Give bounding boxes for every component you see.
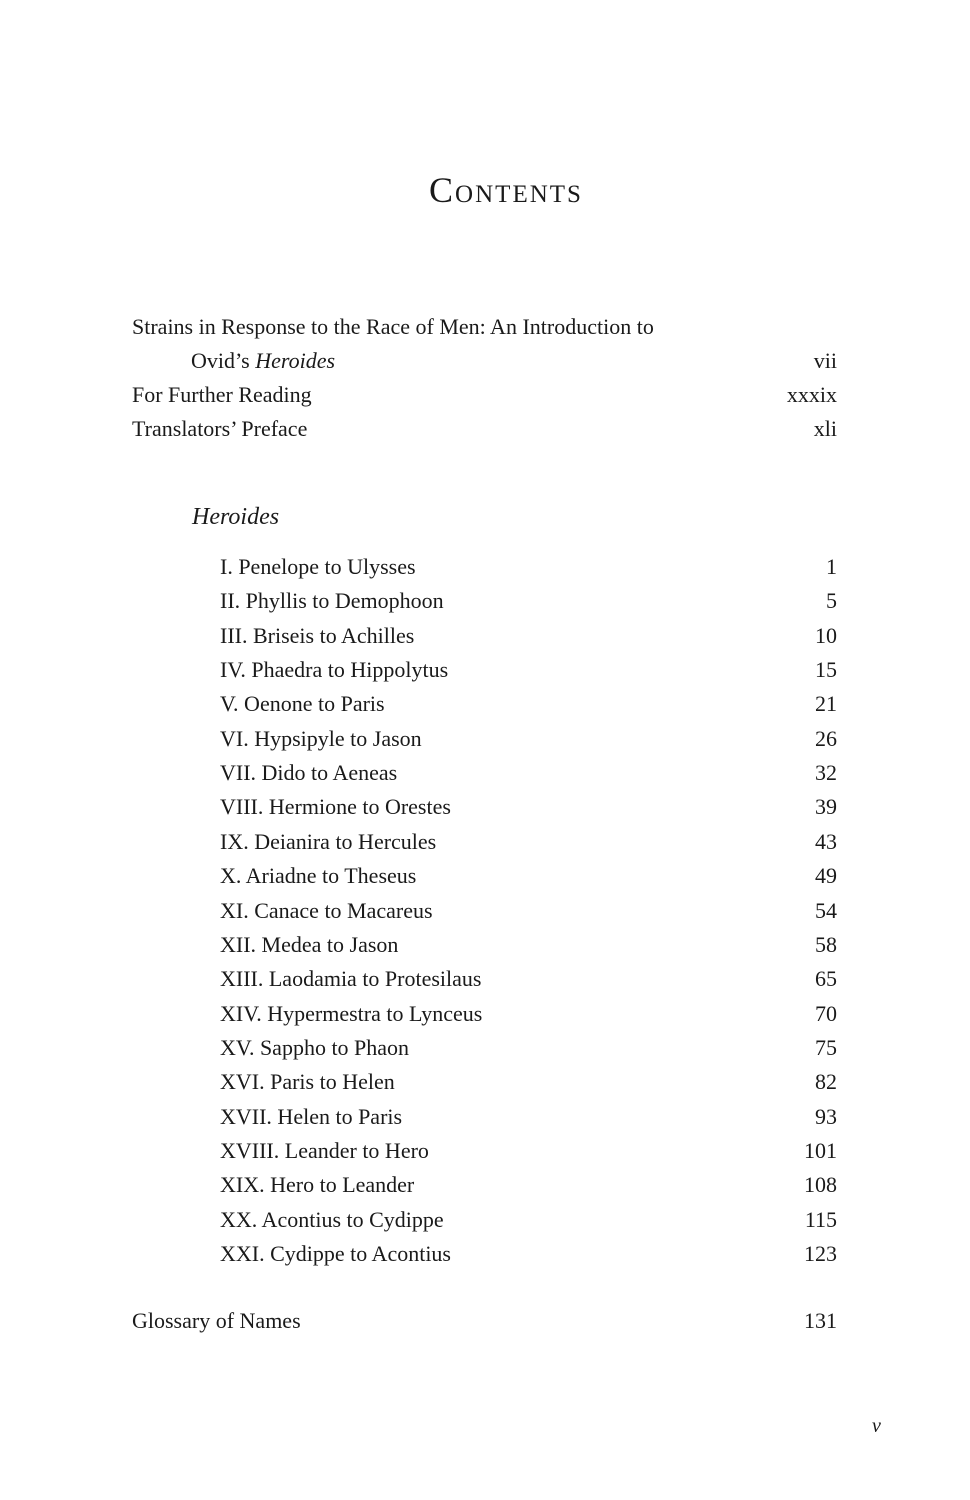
toc-entry-label: Glossary of Names xyxy=(132,1308,301,1333)
toc-entry-label: VI. Hypsipyle to Jason xyxy=(220,725,422,751)
toc-entry-page: 131 xyxy=(804,1308,837,1333)
toc-entry-page: 70 xyxy=(815,1000,837,1026)
toc-entry-letter[interactable] xyxy=(220,550,837,584)
toc-entry-label: XIV. Hypermestra to Lynceus xyxy=(220,1000,483,1026)
toc-entry-page: 101 xyxy=(804,1137,837,1163)
page-title: Contents xyxy=(429,170,583,210)
toc-entry-page: 108 xyxy=(804,1172,837,1198)
toc-entry-label: XIX. Hero to Leander xyxy=(220,1172,415,1198)
toc-entry-label-italic: Heroides xyxy=(255,348,336,373)
toc-entry-letter[interactable] xyxy=(220,619,837,653)
toc-entry-label: XVI. Paris to Helen xyxy=(220,1069,395,1095)
toc-entry-introduction-continued[interactable] xyxy=(191,344,837,378)
toc-entry-page: xli xyxy=(813,416,837,441)
toc-entry-page: 21 xyxy=(815,691,837,717)
toc-entry-letter[interactable] xyxy=(220,1203,837,1237)
toc-entry-page: 10 xyxy=(815,622,837,648)
toc-entry-page: 123 xyxy=(804,1241,837,1266)
toc-entry-label: Translators’ Preface xyxy=(132,416,308,441)
toc-entry-page: 39 xyxy=(815,794,837,820)
toc-entry-label: XIII. Laodamia to Protesilaus xyxy=(220,966,482,992)
toc-entry-letter[interactable] xyxy=(220,997,837,1031)
toc-entry-letter[interactable] xyxy=(220,1237,837,1271)
toc-entry-letter[interactable] xyxy=(220,928,837,962)
toc-entry-label: XVIII. Leander to Hero xyxy=(220,1137,429,1163)
toc-entry-page: 75 xyxy=(815,1034,837,1060)
toc-entry-page: 82 xyxy=(815,1069,837,1095)
page-number: v xyxy=(872,1415,881,1437)
toc-entry-glossary[interactable] xyxy=(132,1304,837,1338)
toc-entry-letter[interactable] xyxy=(220,1100,837,1134)
toc-entry-page: 54 xyxy=(815,897,837,923)
toc-entry-page: 65 xyxy=(815,966,837,992)
toc-entry-label: V. Oenone to Paris xyxy=(220,691,385,717)
toc-entry-letter[interactable] xyxy=(220,859,837,893)
toc-entry-label: XXI. Cydippe to Acontius xyxy=(220,1241,451,1266)
toc-entry-label: VIII. Hermione to Orestes xyxy=(220,794,451,820)
toc-entry-label: XX. Acontius to Cydippe xyxy=(220,1206,444,1232)
toc-entry-label-prefix: Ovid’s xyxy=(191,348,256,373)
toc-entry-letter[interactable] xyxy=(220,1168,837,1202)
toc-entry-further-reading[interactable] xyxy=(132,378,837,412)
toc-entry-letter[interactable] xyxy=(220,962,837,996)
toc-entry-page: 49 xyxy=(815,863,837,889)
toc-entry-page: 32 xyxy=(815,760,837,786)
toc-entry-label: XI. Canace to Macareus xyxy=(220,897,433,923)
toc-entry-label: XV. Sappho to Phaon xyxy=(220,1034,410,1060)
toc-entry-page: 43 xyxy=(815,828,837,854)
toc-entry-page: 58 xyxy=(815,931,837,957)
toc-entry-page: 1 xyxy=(826,554,837,579)
toc-entry-label: II. Phyllis to Demophoon xyxy=(220,588,444,614)
toc-entry-letter[interactable] xyxy=(220,756,837,790)
toc-entry-label: IV. Phaedra to Hippolytus xyxy=(220,657,449,683)
toc-entry-label: Strains in Response to the Race of Men: An Introduction to xyxy=(132,314,654,339)
toc-entry-letter[interactable] xyxy=(220,825,837,859)
toc-entry-preface[interactable] xyxy=(132,412,837,446)
toc-entry-letter[interactable] xyxy=(220,653,837,687)
toc-entry-letter[interactable] xyxy=(220,894,837,928)
toc-entry-page: 15 xyxy=(815,657,837,683)
toc-entry-letter[interactable] xyxy=(220,584,837,618)
toc-entry-page: xxxix xyxy=(786,382,837,407)
toc-entry-label: XII. Medea to Jason xyxy=(220,931,399,957)
toc-entry-label-continued xyxy=(191,344,335,378)
toc-entry-letter[interactable] xyxy=(220,1031,837,1065)
toc-entry-page: 115 xyxy=(804,1206,837,1232)
toc-entry-letter[interactable] xyxy=(220,687,837,721)
toc-entry-label: X. Ariadne to Theseus xyxy=(220,863,417,889)
toc-entry-label: IX. Deianira to Hercules xyxy=(220,828,437,854)
toc-entry-page: vii xyxy=(813,348,837,373)
toc-entry-label: VII. Dido to Aeneas xyxy=(220,760,398,786)
toc-entry-label: III. Briseis to Achilles xyxy=(220,622,415,648)
toc-entry-label: I. Penelope to Ulysses xyxy=(220,554,416,579)
toc-entry-introduction[interactable] xyxy=(132,310,837,344)
toc-entry-page: 5 xyxy=(826,588,837,614)
toc-entry-label: For Further Reading xyxy=(132,382,312,407)
toc-entry-page: 93 xyxy=(815,1103,837,1129)
toc-entry-letter[interactable] xyxy=(220,722,837,756)
toc-entry-letter[interactable] xyxy=(220,790,837,824)
toc-entry-page: 26 xyxy=(815,725,837,751)
toc-entry-letter[interactable] xyxy=(220,1065,837,1099)
section-heading: Heroides xyxy=(192,504,280,530)
toc-entry-letter[interactable] xyxy=(220,1134,837,1168)
toc-entry-label: XVII. Helen to Paris xyxy=(220,1103,403,1129)
